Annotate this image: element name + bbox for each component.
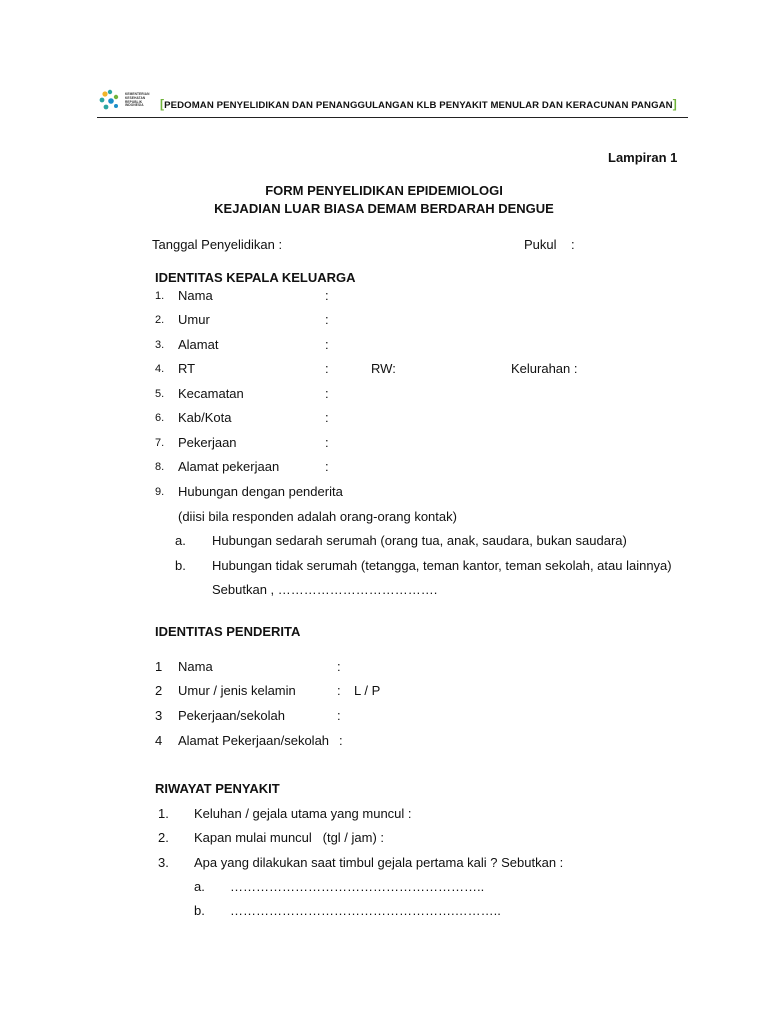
item-colon: : [325,337,329,352]
item-colon: : [325,386,329,401]
item-number: 1. [158,806,169,821]
riwayat-heading: RIWAYAT PENYAKIT [155,781,280,796]
sub-item-text: Hubungan tidak serumah (tetangga, teman kantor, teman sekolah, atau lainnya) [212,558,672,573]
header-divider [97,117,688,118]
item-label: Hubungan dengan penderita [178,484,343,499]
item-number: 6. [155,412,165,424]
item-number: 2 [155,683,163,698]
kepala-heading: IDENTITAS KEPALA KELUARGA [155,270,356,285]
sub-item-letter: b. [194,903,205,918]
sebutkan-line: Sebutkan , ………………………………. [212,582,438,597]
item-colon: : [337,708,341,723]
item-label: Umur [178,312,210,327]
header-bracket-close: ] [672,97,677,111]
item-label: Pekerjaan/sekolah [178,708,285,723]
item-number: 1 [155,659,163,674]
sub-item-letter: b. [175,558,186,573]
header-title-text: PEDOMAN PENYELIDIKAN DAN PENANGGULANGAN KLB PENYAKIT MENULAR DAN KERACUNAN PANGAN [164,100,673,111]
header-title [160,97,677,111]
item-label: Nama [178,288,213,303]
pukul-colon: : [571,237,575,252]
item-colon: : [337,683,341,698]
item-label: Kab/Kota [178,410,232,425]
item-text: Kapan mulai muncul (tgl / jam) : [194,830,385,845]
item-number: 3 [155,708,163,723]
item-number: 2. [155,314,165,326]
item-number: 7. [155,437,165,449]
rw-label: RW: [371,361,396,376]
contact-note: (diisi bila responden adalah orang-orang kontak) [178,509,457,524]
penderita-heading: IDENTITAS PENDERITA [155,624,301,639]
item-label: Kecamatan [178,386,244,401]
logo-text: KEMENTERIAN KESEHATAN REPUBLIK INDONESIA [125,92,150,108]
item-colon: : [337,659,341,674]
item-label: Alamat Pekerjaan/sekolah [178,733,330,748]
item-colon: : [325,459,329,474]
header-bracket-open: [ [160,97,165,111]
item-text: Apa yang dilakukan saat timbul gejala pertama kali ? Sebutkan : [194,855,564,870]
item-text: Keluhan / gejala utama yang muncul : [194,806,412,821]
item-colon: : [325,410,329,425]
pukul-label: Pukul [524,237,557,252]
item-number: 4 [155,733,163,748]
item-label: Alamat pekerjaan [178,459,280,474]
item-colon: : [325,312,329,327]
item-label: RT [178,361,196,376]
item-label: Pekerjaan [178,435,237,450]
item-number: 4. [155,363,165,375]
item-label: Umur / jenis kelamin [178,683,296,698]
item-colon: : [339,733,343,748]
item-number: 8. [155,461,165,473]
item-label: Nama [178,659,213,674]
sub-item-letter: a. [175,533,186,548]
sub-item-text: Hubungan sedarah serumah (orang tua, anak, saudara, bukan saudara) [212,533,627,548]
item-number: 1. [155,290,165,302]
sub-item-text: …………………………………………….……….. [230,903,501,918]
item-number: 2. [158,830,169,845]
tanggal-label: Tanggal Penyelidikan : [152,237,283,252]
form-subtitle: KEJADIAN LUAR BIASA DEMAM BERDARAH DENGUE [214,201,554,216]
gender-value: L / P [354,683,381,698]
item-number: 3. [155,339,165,351]
sub-item-letter: a. [194,879,205,894]
item-colon: : [325,361,329,376]
item-number: 5. [155,388,165,400]
item-colon: : [325,288,329,303]
item-colon: : [325,435,329,450]
item-number: 9. [155,486,165,498]
sub-item-text: ………………………………………………….. [230,879,485,894]
form-title: FORM PENYELIDIKAN EPIDEMIOLOGI [265,183,503,198]
item-label: Alamat [178,337,219,352]
kelurahan-label: Kelurahan : [511,361,578,376]
lampiran-label: Lampiran 1 [608,150,678,165]
item-number: 3. [158,855,169,870]
